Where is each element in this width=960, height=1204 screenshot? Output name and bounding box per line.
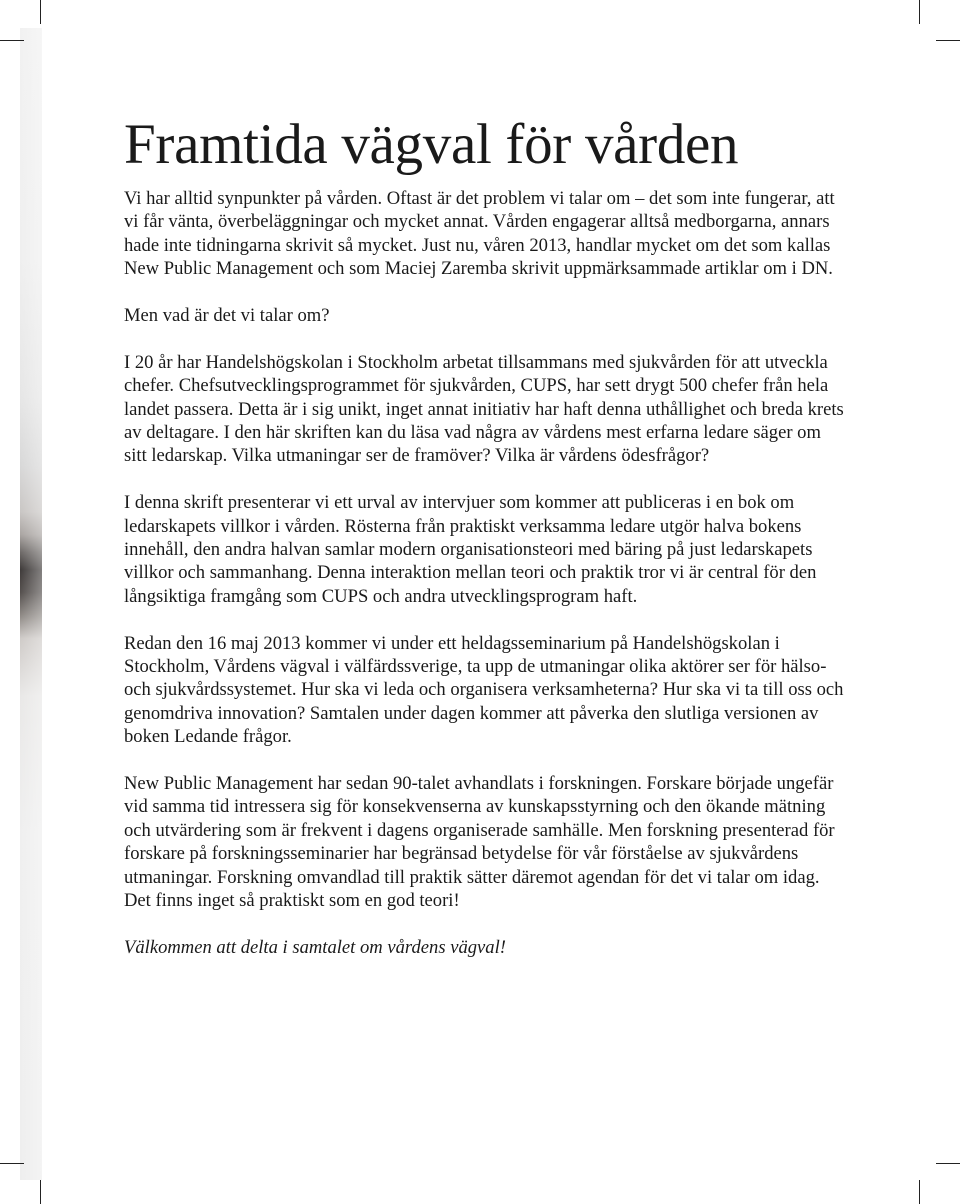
- crop-mark-bottom-right: [919, 1180, 920, 1204]
- paragraph-research: New Public Management har sedan 90-talet avhandlats i forskningen. Forskare började ungefär vid samma tid intressera sig för konsekvenserna av kunskapsstyrning och den ökande mätning och utvärdering som är frekvent i dagens organiserade samhälle. Men forskning presenterad för forskare på forskningsseminarier har begränsad betydelse för vår förståelse av sjukvårdens utmaningar. Forskning omvandlad till praktik sätter däremot agendan för det vi talar om idag. Det finns inget så praktiskt som en god teori!: [124, 773, 835, 912]
- paragraph-cups: I 20 år har Handelshögskolan i Stockholm arbetat tillsammans med sjukvården för att utveckla chefer. Chefsutvecklingsprogrammet för sjukvården, CUPS, har sett drygt 500 chefer från hela landet passera. Detta är i sig unikt, inget annat initiativ har haft denna uthållighet och breda krets av deltagare. I den här skriften kan du läsa vad några av vårdens mest erfarna ledare säger om sitt ledarskap. Vilka utmaningar ser de framöver? Vilka är vårdens ödesfrågor?: [124, 351, 844, 467]
- crop-mark-bottom-left-horizontal: [0, 1163, 24, 1164]
- article: [124, 113, 844, 983]
- crop-mark-top-right-horizontal: [936, 40, 960, 41]
- edge-photo-strip: [20, 28, 42, 1180]
- crop-mark-top-left: [40, 0, 41, 24]
- closing-line: Välkommen att delta i samtalet om vårdens vägval!: [124, 936, 506, 958]
- crop-mark-bottom-right-horizontal: [936, 1163, 960, 1164]
- paragraph-seminar: Redan den 16 maj 2013 kommer vi under ett heldagsseminarium på Handelshögskolan i Stockholm, Vårdens vägval i välfärdssverige, ta upp de utmaningar olika aktörer ser för hälso- och sjukvårdssystemet. Hur ska vi leda och organisera verksamheterna? Hur ska vi ta till oss och genomdriva innovation? Samtalen under dagen kommer att påverka den slutliga versionen av boken Ledande frågor.: [124, 632, 844, 748]
- page-title: Framtida vägval för vården: [124, 113, 739, 176]
- paragraph-question: Men vad är det vi talar om?: [124, 305, 330, 327]
- crop-mark-top-right: [919, 0, 920, 24]
- paragraph-intro: Vi har alltid synpunkter på vården. Oftast är det problem vi talar om – det som inte fungerar, att vi får vänta, överbeläggningar och mycket annat. Vården engagerar alltså medborgarna, annars hade inte tidningarna skrivit så mycket. Just nu, våren 2013, handlar mycket om det som kallas New Public Management och som Maciej Zaremba skrivit uppmärksammade artiklar om i DN.: [124, 188, 835, 280]
- crop-mark-bottom-left: [40, 1180, 41, 1204]
- paragraph-interviews: I denna skrift presenterar vi ett urval av intervjuer som kommer att publiceras i en bok om ledarskapets villkor i vården. Rösterna från praktiskt verksamma ledare utgör halva bokens innehåll, den andra halvan samlar modern organisationsteori med bäring på just ledarskapets villkor och sammanhang. Denna interaktion mellan teori och praktik tror vi är central för den långsiktiga framgång som CUPS och andra utvecklingsprogram haft.: [124, 492, 817, 607]
- crop-mark-top-left-horizontal: [0, 40, 24, 41]
